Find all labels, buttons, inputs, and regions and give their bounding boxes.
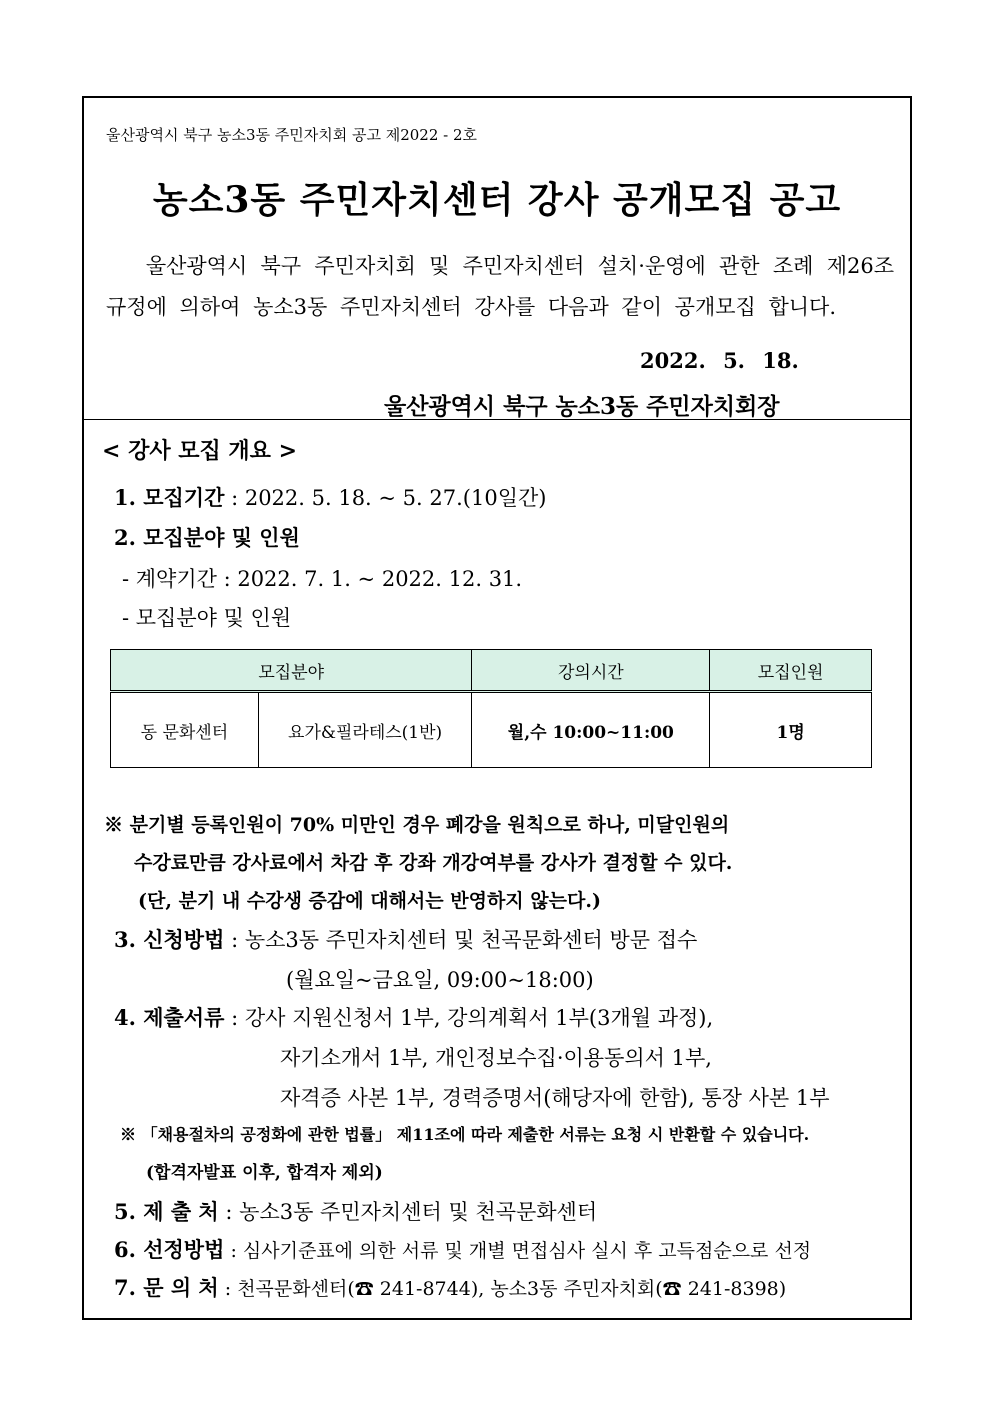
recruit-table (110, 649, 872, 768)
item-contact-value: : 천곡문화센터(☎ 241-8744), 농소3동 주민자치회(☎ 241-8398) (224, 1278, 787, 1300)
overview-title: < 강사 모집 개요 > (102, 438, 298, 464)
cell-time: 월,수 10:00~11:00 (472, 692, 710, 768)
table-header-row (111, 650, 872, 692)
item-period-label: 1. 모집기간 (114, 485, 225, 510)
table-row (111, 692, 872, 768)
item-field-label: 2. 모집분야 및 인원 (114, 525, 300, 550)
item-period-value: : 2022. 5. 18. ~ 5. 27.(10일간) (231, 486, 547, 510)
notice-number: 울산광역시 북구 농소3동 주민자치회 공고 제2022 - 2호 (106, 126, 478, 144)
field-heading: - 모집분야 및 인원 (122, 606, 292, 630)
table-header-time: 강의시간 (472, 650, 710, 692)
cell-category: 동 문화센터 (111, 692, 259, 768)
item-documents-line3: 자격증 사본 1부, 경력증명서(해당자에 한함), 통장 사본 1부 (280, 1086, 830, 1110)
item-submit-value: : 농소3동 주민자치센터 및 천곡문화센터 (225, 1200, 598, 1224)
note-line-3: (단, 분기 내 수강생 증감에 대해서는 반영하지 않는다.) (138, 890, 601, 912)
contract-period: - 계약기간 : 2022. 7. 1. ~ 2022. 12. 31. (122, 567, 523, 591)
item-selection-value: : 심사기준표에 의한 서류 및 개별 면접심사 실시 후 고득점순으로 선정 (230, 1240, 812, 1262)
item-method (114, 924, 697, 954)
cell-course: 요가&필라테스(1반) (258, 692, 472, 768)
item-method-hours: (월요일~금요일, 09:00~18:00) (286, 968, 594, 992)
table-header-field: 모집분야 (111, 650, 472, 692)
item-submit (114, 1196, 597, 1226)
item-contact-label: 7. 문 의 처 (114, 1275, 219, 1300)
item-contact (114, 1272, 786, 1302)
notice-frame (82, 96, 912, 1320)
item-documents-value: : 강사 지원신청서 1부, 강의계획서 1부(3개월 과정), (231, 1006, 714, 1030)
page-title: 농소3동 주민자치센터 강사 공개모집 공고 (152, 179, 842, 221)
item-method-value: : 농소3동 주민자치센터 및 천곡문화센터 방문 접수 (231, 928, 698, 952)
note2-line-2: (합격자발표 이후, 합격자 제외) (146, 1163, 383, 1183)
item-method-label: 3. 신청방법 (114, 927, 225, 952)
table-header-count: 모집인원 (710, 650, 872, 692)
item-submit-label: 5. 제 출 처 (114, 1199, 219, 1224)
section-divider (84, 419, 910, 420)
note-line-2: 수강료만큼 강사료에서 차감 후 강좌 개강여부를 강사가 결정할 수 있다. (134, 852, 733, 874)
intro-paragraph (106, 246, 894, 328)
item-documents-label: 4. 제출서류 (114, 1005, 225, 1030)
intro-text: 울산광역시 북구 주민자치회 및 주민자치센터 설치·운영에 관한 조례 제26조 규정에 의하여 농소3동 주민자치센터 강사를 다음과 같이 공개모집 합니다. (106, 254, 894, 319)
signer: 울산광역시 북구 농소3동 주민자치회장 (384, 393, 780, 420)
item-selection (114, 1234, 811, 1264)
note2-line-1: ※ 「채용절차의 공정화에 관한 법률」 제11조에 따라 제출한 서류는 요청 시 반환할 수 있습니다. (120, 1125, 810, 1144)
item-documents (114, 1002, 713, 1032)
note-line-1: ※ 분기별 등록인원이 70% 미만인 경우 폐강을 원칙으로 하나, 미달인원의 (104, 814, 730, 836)
cell-count: 1명 (710, 692, 872, 768)
item-period (114, 482, 546, 512)
item-documents-line2: 자기소개서 1부, 개인정보수집·이용동의서 1부, (280, 1046, 712, 1070)
notice-date: 2022. 5. 18. (640, 348, 799, 373)
item-selection-label: 6. 선정방법 (114, 1237, 225, 1262)
